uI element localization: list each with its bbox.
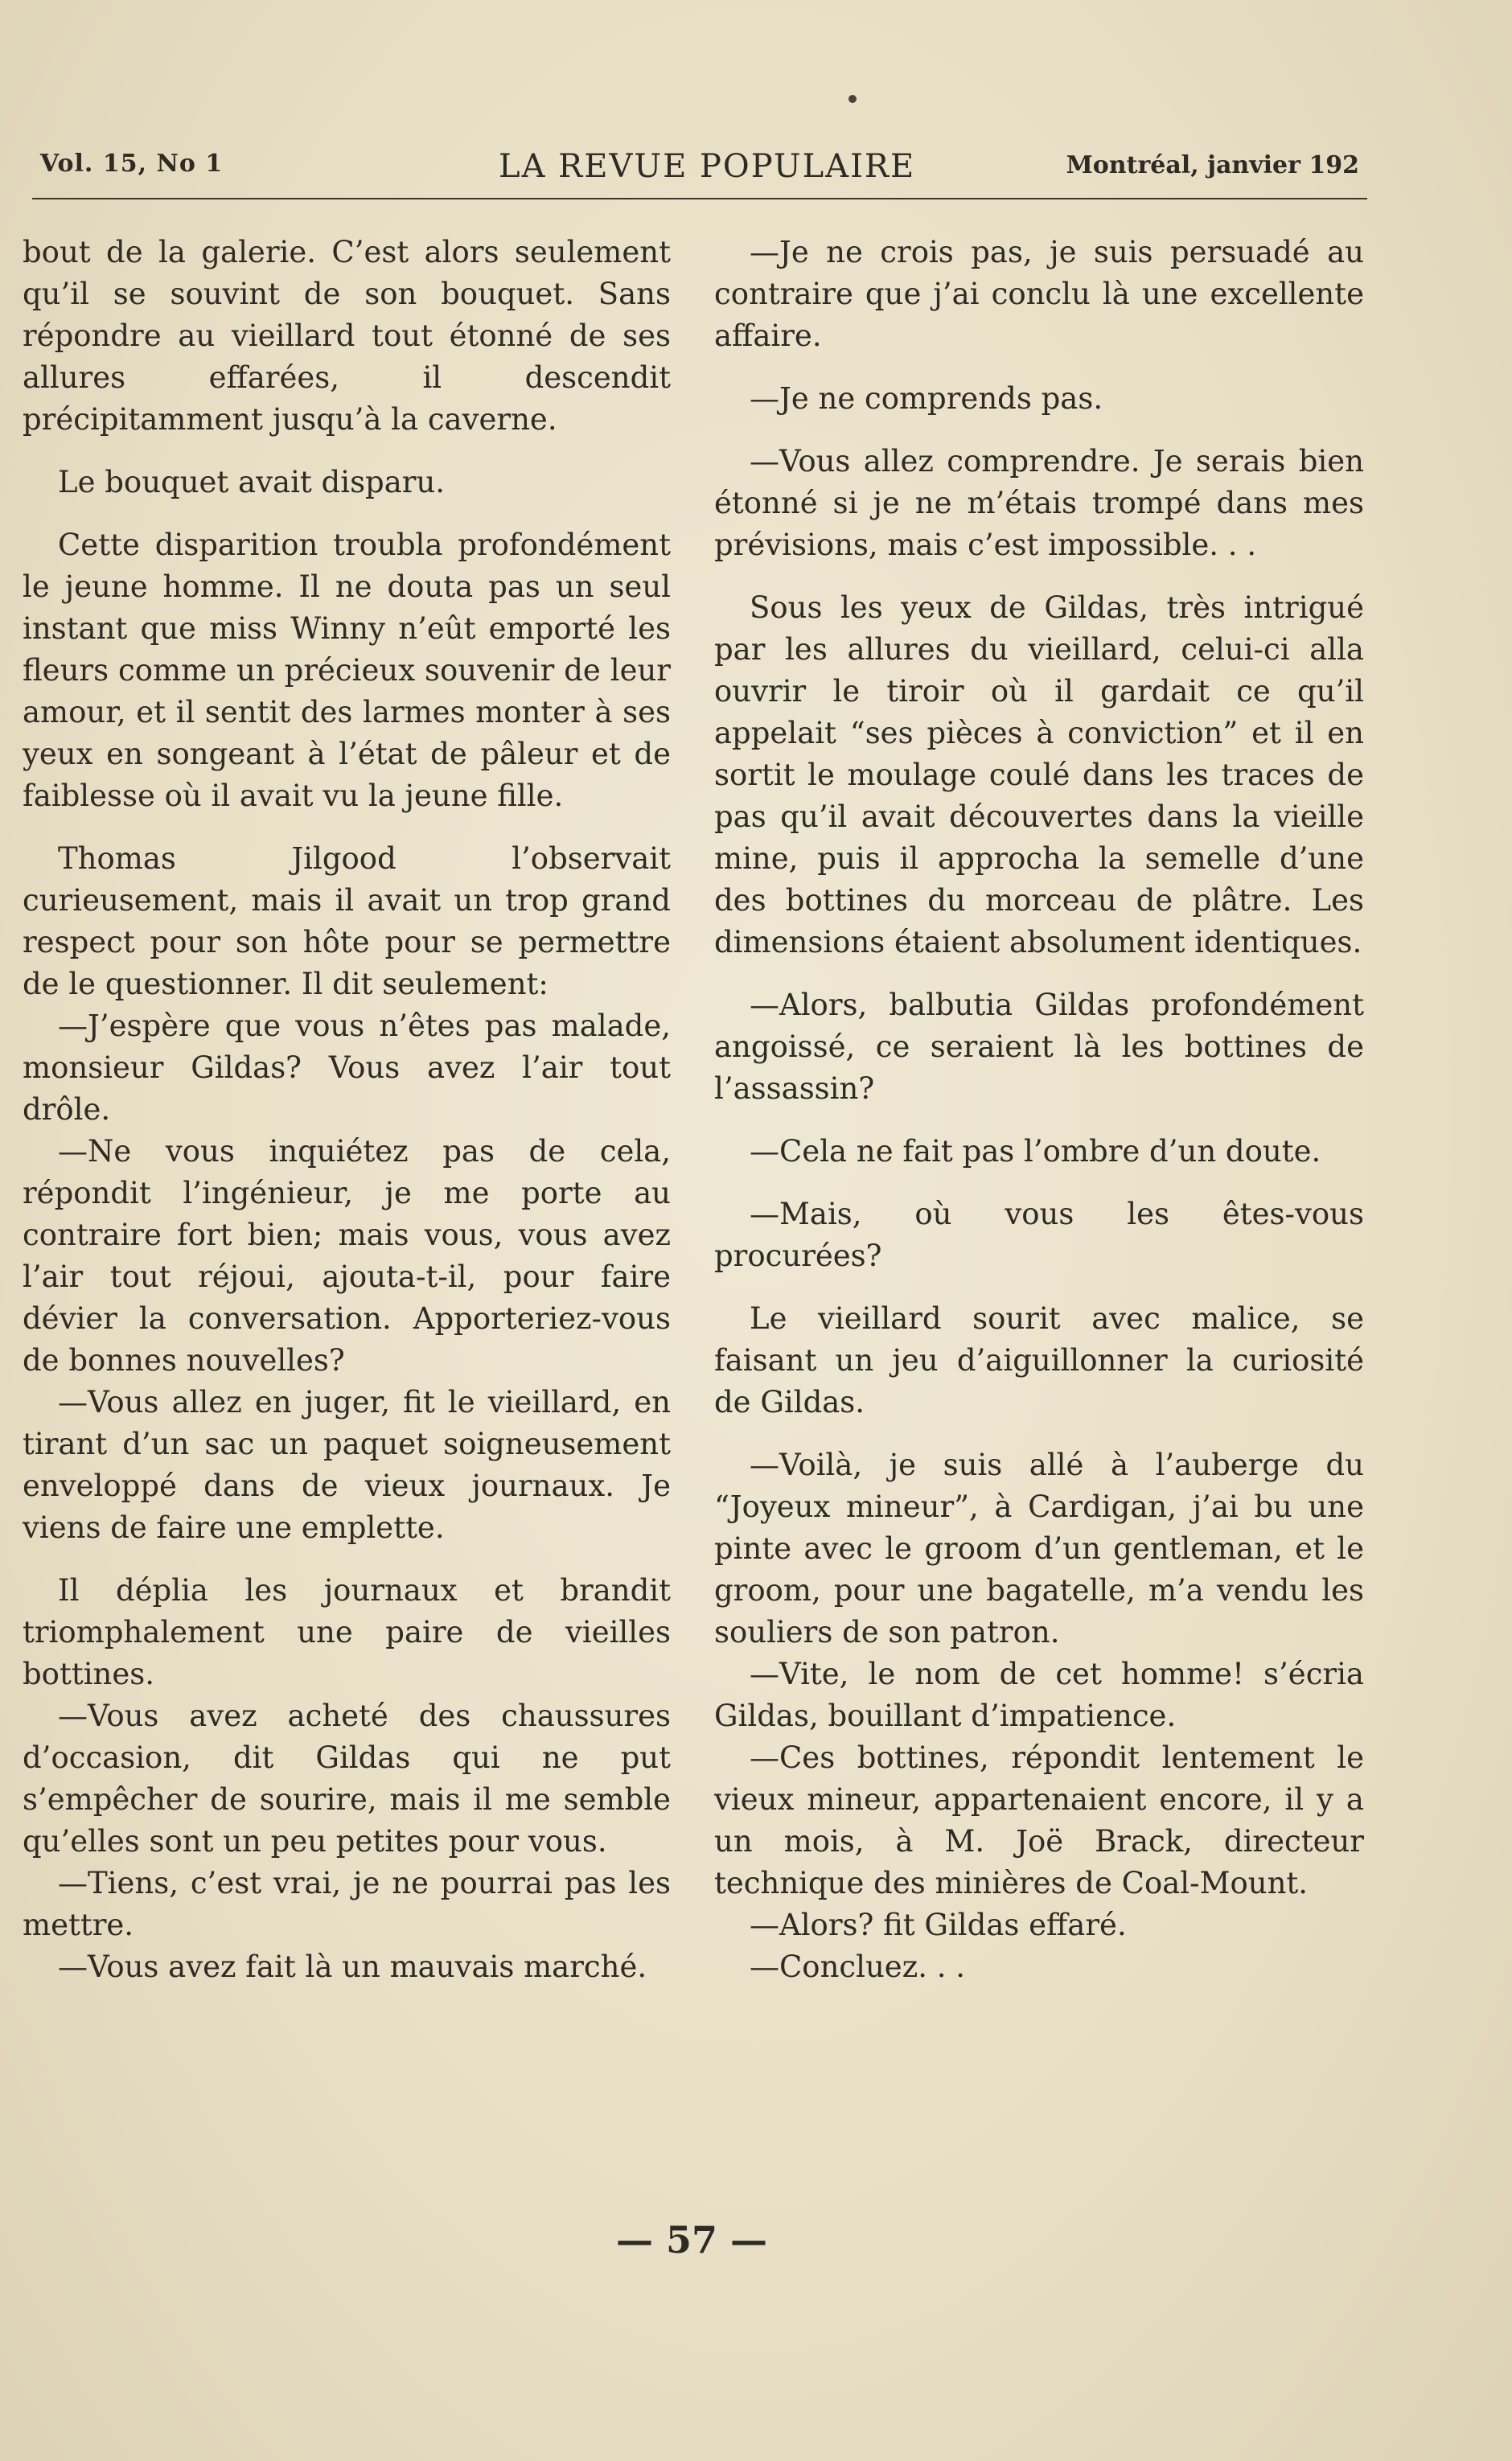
paragraph: —Vous avez acheté des chaussures d’occasion, dit Gildas qui ne put s’empêcher de sourire, mais il me semble qu’elles sont un peu petites pour vous. (23, 1699, 671, 1859)
paragraph: Le vieillard sourit avec malice, se faisant un jeu d’aiguillonner la curiosité de Gildas. (714, 1301, 1364, 1419)
paragraph: Sous les yeux de Gildas, très intrigué par les allures du vieillard, celui-ci alla ouvrir le tiroir où il gardait ce qu’il appelait “ses pièces à conviction” et il en sortit le moulage coulé dans les traces de pas qu’il avait découvertes dans la vieille mine, puis il approcha la semelle d’une des bottines du morceau de plâtre. Les dimensions étaient absolument identiques. (714, 590, 1364, 959)
paragraph: —Je ne crois pas, je suis persuadé au contraire que j’ai conclu là une excellente affaire. (714, 235, 1364, 353)
paragraph: —Je ne comprends pas. (750, 381, 1103, 416)
publication-title: LA REVUE POPULAIRE (499, 148, 916, 185)
paragraph: Thomas Jilgood l’observait curieusement, mais il avait un trop grand respect pour son hôte pour se permettre de le questionner. Il dit seulement: (23, 841, 671, 1001)
paragraph: —Ces bottines, répondit lentement le vieux mineur, appartenaient encore, il y a un mois, à M. Joë Brack, directeur technique des minières de Coal-Mount. (714, 1740, 1364, 1900)
paragraph: —Concluez. . . (750, 1949, 965, 1984)
left-column (23, 232, 671, 1988)
page-number: — 57 — (615, 2218, 768, 2262)
right-column (714, 232, 1364, 1988)
paragraph: —Vous allez en juger, fit le vieillard, en tirant d’un sac un paquet soigneusement enveloppé dans de vieux journaux. Je viens de faire une emplette. (23, 1385, 671, 1545)
paragraph: —Vous avez fait là un mauvais marché. (58, 1949, 647, 1984)
paragraph: —Mais, où vous les êtes-vous procurées? (714, 1197, 1364, 1273)
ink-speck (848, 95, 857, 103)
paragraph: —Tiens, c’est vrai, je ne pourrai pas les mettre. (23, 1866, 671, 1942)
paragraph: —Ne vous inquiétez pas de cela, répondit l’ingénieur, je me porte au contraire fort bien; mais vous, vous avez l’air tout réjoui, ajouta-t-il, pour faire dévier la conversation. Apporteriez-vous de bonnes nouvelles? (23, 1134, 671, 1378)
header-rule (32, 198, 1367, 199)
paragraph: —J’espère que vous n’êtes pas malade, monsieur Gildas? Vous avez l’air tout drôle. (23, 1009, 671, 1127)
paragraph: Il déplia les journaux et brandit triomphalement une paire de vieilles bottines. (23, 1573, 671, 1691)
paragraph: Le bouquet avait disparu. (58, 465, 446, 499)
paragraph: —Voilà, je suis allé à l’auberge du “Joyeux mineur”, à Cardigan, j’ai bu une pinte avec le groom d’un gentleman, et le groom, pour une bagatelle, m’a vendu les souliers de son patron. (714, 1448, 1364, 1650)
place-date: Montréal, janvier 192 (1066, 151, 1359, 179)
paragraph: —Vite, le nom de cet homme! s’écria Gildas, bouillant d’impatience. (714, 1657, 1364, 1733)
paragraph: —Alors? fit Gildas effaré. (750, 1908, 1127, 1942)
paragraph: —Vous allez comprendre. Je serais bien étonné si je ne m’étais trompé dans mes prévisions, mais c’est impossible. . . (714, 444, 1364, 562)
paragraph: —Alors, balbutia Gildas profondément angoissé, ce seraient là les bottines de l’assassin? (714, 988, 1364, 1106)
paragraph: —Cela ne fait pas l’ombre d’un doute. (750, 1134, 1321, 1169)
volume-number: Vol. 15, No 1 (40, 150, 224, 178)
running-header (40, 145, 1359, 193)
paragraph: Cette disparition troubla profondément le jeune homme. Il ne douta pas un seul instant que miss Winny n’eût emporté les fleurs comme un précieux souvenir de leur amour, et il sentit des larmes monter à ses yeux en songeant à l’état de pâleur et de faiblesse où il avait vu la jeune fille. (23, 528, 671, 813)
paragraph: bout de la galerie. C’est alors seulement qu’il se souvint de son bouquet. Sans répondre au vieillard tout étonné de ses allures effarées, il descendit précipitamment jusqu’à la caverne. (23, 235, 671, 437)
